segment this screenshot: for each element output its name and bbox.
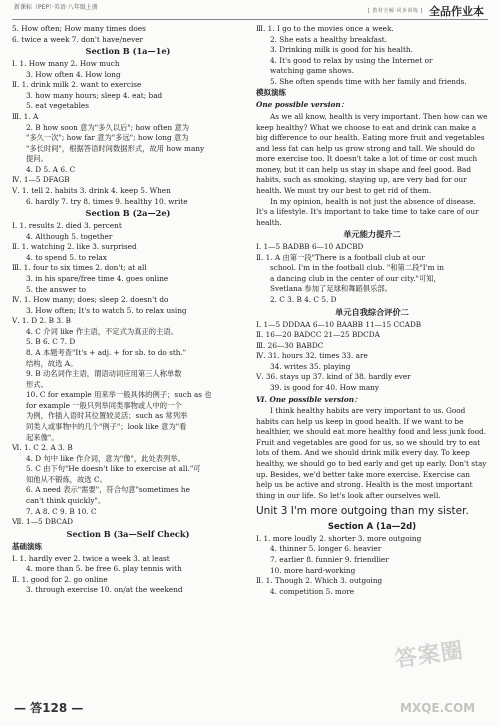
answer-line: Ⅱ. 1. drink milk 2. want to exercise bbox=[12, 80, 142, 90]
answer-line: 2. C 3. B 4. C 5. D bbox=[270, 295, 337, 305]
answer-line: school. I'm in the football club. "和第二段"I'm in bbox=[270, 263, 444, 273]
answer-line: 39. is good for 40. How many bbox=[270, 383, 380, 392]
answer-line: Ⅶ. 1—5 DBCAD bbox=[12, 517, 74, 527]
answer-line: 10. C for example 用来举一般具体的例子；such as 也 bbox=[26, 390, 212, 400]
answer-line: Ⅲ. 1. I go to the movies once a week. bbox=[256, 24, 394, 33]
section-heading: 单元能力提升二 bbox=[343, 229, 401, 240]
answer-line: 4. Although 5. together bbox=[26, 231, 113, 241]
essay-paragraph: In my opinion, health is not just the absence of disease. It's a lifestyle. It's important to take time to take care of our health. bbox=[256, 196, 479, 227]
answer-line: Ⅱ. 16—20 BADCC 21—25 BDCDA bbox=[256, 330, 380, 340]
answer-line: 3. Drinking milk is good for his health. bbox=[270, 45, 413, 55]
answer-line: a dancing club in the center of our city."可知， bbox=[270, 273, 441, 283]
answer-line: 9. B 动名词作主语，谓语动词应用第三人称单数 bbox=[26, 369, 182, 379]
answer-line: Ⅰ. 1—5 BADBB 6—10 ADCBD bbox=[256, 242, 364, 252]
answer-line: Ⅰ. 1—5 DDDAA 6—10 BAABB 11—15 CCADB bbox=[256, 319, 422, 329]
answer-line: 4. thinner 5. longer 6. heavier bbox=[270, 544, 382, 554]
answer-line: 4. It's good to relax by using the Internet or bbox=[270, 55, 433, 65]
answer-line: 7. A 8. C 9. B 10. C bbox=[26, 506, 97, 516]
answer-line: Svetlana 参加了足球和舞蹈俱乐部。 bbox=[270, 284, 392, 294]
answer-line: Ⅴ. 1. tell 2. habits 3. drink 4. keep 5. When bbox=[12, 185, 171, 195]
answer-line: 4. competition 5. more bbox=[270, 586, 355, 596]
answer-line: 4. to spend 5. to relax bbox=[26, 252, 107, 262]
answer-line: 6. twice a week 7. don't have/never bbox=[12, 34, 144, 44]
answer-line: 5. How often; How many times does bbox=[12, 24, 146, 33]
answer-line: Ⅰ. 1. more loudly 2. shorter 3. more outgoing bbox=[256, 533, 422, 543]
answer-line: 2. She eats a healthy breakfast. bbox=[270, 34, 388, 44]
answer-line: Ⅰ. 1. How many 2. How much bbox=[12, 59, 120, 69]
answer-line: 4. C 介词 like 作主语，不定式为真正的主语。 bbox=[26, 326, 178, 336]
watermark-logo: 答案圈 bbox=[393, 638, 466, 673]
answer-line: 5. C 由下句"He doesn't like to exercise at all."可 bbox=[26, 464, 201, 474]
answer-line: Ⅳ. 31. hours 32. times 33. are bbox=[256, 351, 368, 361]
header-brand-area bbox=[368, 4, 484, 20]
essay-paragraph: As we all know, health is very important. Then how can we keep healthy? What we choose to eat and drink can make a big difference to our health. Eating more fruit and vegetables and less fat can help us grow strong and tall. We should do more exercise too. It doesn't take a lot of time or cost much money, but it can help us stay in shape and feel good. Bad habits, such as smoking, staying up, are very bad for our health. We must try our best to get rid of them. bbox=[256, 111, 488, 195]
answer-line: Ⅱ. 1. watching 2. like 3. surprised bbox=[12, 242, 137, 252]
answer-line: for example 一般只列举同类事物或人中的一个 bbox=[26, 400, 182, 410]
answer-line: watching game shows. bbox=[270, 66, 355, 76]
answer-line: 3. How often 4. How long bbox=[26, 69, 121, 79]
section-heading: Section B (2a—2e) bbox=[85, 208, 171, 219]
answer-line: 为例，作插入语时其位置较灵活；such as 常列举 bbox=[26, 411, 188, 421]
answer-line: 5. the answer to bbox=[26, 284, 87, 294]
header-series: [ 教材全解·同步训练 ] bbox=[367, 8, 423, 15]
answer-line: 6. hardly 7. try 8. times 9. healthy 10. write bbox=[26, 196, 188, 206]
essay-paragraph: I think healthy habits are very important to us. Good habits can help us keep in good health. If we want to be healthier, we should eat more healthy food and less junk food. Fruit and vegetables are good for us, so we should try to eat lots of them. And we should drink milk every day. To keep healthy, we should go to bed early and get up early. Don't stay up. Besides, we'd better take more exercise. Exercise can help us be active and strong. Health is the most important thing in our life. So let's look after ourselves well. bbox=[256, 406, 487, 500]
answer-line: 起来像"。 bbox=[26, 432, 59, 442]
answer-line: Ⅰ. 1. results 2. died 3. percent bbox=[12, 221, 122, 231]
answer-line: 3. through exercise 10. on/at the weekend bbox=[26, 585, 183, 595]
answer-line: Ⅲ. 26—30 BABDC bbox=[256, 340, 324, 350]
answer-line: 7. earlier 8. funnier 9. friendlier bbox=[270, 555, 389, 565]
answer-line: 10. more hard-working bbox=[270, 565, 356, 575]
answer-line: Ⅴ. 1. D 2. B 3. B bbox=[12, 316, 71, 326]
answer-line: Ⅱ. 1. A 由第一段"There is a football club at our bbox=[256, 252, 425, 262]
answer-line: Ⅲ. 1. four to six times 2. don't; at all bbox=[12, 263, 147, 273]
answer-line: 3. How often; It's to watch 5. to relax using bbox=[26, 305, 187, 315]
answer-line: Ⅳ. 1—5 DFAGB bbox=[12, 175, 70, 185]
header-divider bbox=[12, 19, 488, 20]
answer-line: Ⅱ. 1. good for 2. go online bbox=[12, 574, 108, 584]
answer-line: "多长时间"，根据答语时间数据形式，故用 how many bbox=[26, 143, 205, 153]
answer-line: 5. She often spends time with her family and friends. bbox=[270, 76, 467, 86]
section-heading: Section B (1a—1e) bbox=[85, 46, 171, 57]
subsection-label: 基础演练 bbox=[12, 541, 42, 551]
section-heading: Section B (3a—Self Check) bbox=[66, 528, 190, 539]
answer-line: 结构，故选 A。 bbox=[26, 358, 78, 368]
answer-line: 2. B how soon 意为"多久以后"; how often 意为 bbox=[26, 122, 190, 132]
answer-line: Ⅰ. 1. hardly ever 2. twice a week 3. at least bbox=[12, 553, 170, 563]
section-heading: 单元自我综合评价二 bbox=[335, 306, 409, 317]
answer-line: Ⅱ. 1. Though 2. Which 3. outgoing bbox=[256, 576, 383, 586]
answer-line: 5. eat vegetables bbox=[26, 101, 89, 111]
answer-line: 4. D 5. A 6. C bbox=[26, 164, 76, 174]
answer-line: Ⅵ. 1. C 2. A 3. B bbox=[12, 443, 73, 453]
answer-line: 4. more than 5. be free 6. play tennis with bbox=[26, 564, 182, 574]
page-number: — 答128 — bbox=[14, 701, 84, 715]
answer-line: Ⅴ. 36. stays up 37. kind of 38. hardly ever bbox=[256, 372, 411, 382]
answer-line: 3. in his spare/free time 4. goes online bbox=[26, 273, 169, 283]
answer-line: 34. writes 35. playing bbox=[270, 361, 351, 371]
brand-logo-text: 全品作业本 bbox=[429, 5, 484, 18]
answer-line: 知他从不锻炼，故选 C。 bbox=[26, 474, 107, 484]
answer-line: "多久一次"; how far 意为"多远"; how long 意为 bbox=[26, 133, 189, 143]
answer-line: 同类人或事物中的几个"例子"；look like 意为"看 bbox=[26, 422, 187, 432]
answer-line: 4. D 句中 like 作介词，意为"像"，此处表列举。 bbox=[26, 453, 185, 463]
unit-section-heading: Section A (1a—2d) bbox=[327, 521, 417, 532]
answer-line: can't think quickly"。 bbox=[26, 496, 106, 506]
answer-line: 3. how many hours; sleep 4. eat; bad bbox=[26, 90, 163, 100]
answer-line: 6. A need 表示"需要"，符合句意"sometimes he bbox=[26, 485, 190, 495]
version-label: One possible version： bbox=[256, 100, 348, 110]
answer-column-left bbox=[12, 24, 244, 694]
answer-column-right bbox=[256, 24, 488, 694]
answer-line: 形式。 bbox=[26, 379, 48, 389]
answer-line: 5. B 6. C 7. D bbox=[26, 337, 76, 347]
watermark-domain: MXQE.COM bbox=[400, 701, 476, 715]
answer-line: 8. A 本题考查"It's + adj. + for sb. to do sth." bbox=[26, 347, 187, 357]
subsection-label: 模拟演练 bbox=[256, 88, 286, 98]
answer-line: Ⅳ. 1. How many; does; sleep 2. doesn't do bbox=[12, 295, 169, 305]
answer-line: 提问。 bbox=[26, 154, 48, 164]
version-label: Ⅵ. One possible version： bbox=[256, 394, 362, 404]
unit-title: Unit 3 I'm more outgoing than my sister. bbox=[256, 505, 469, 518]
header-subject: 新课标（PEP）·英语·八年级上册 bbox=[14, 4, 98, 11]
answer-line: Ⅲ. 1. A bbox=[12, 111, 39, 121]
